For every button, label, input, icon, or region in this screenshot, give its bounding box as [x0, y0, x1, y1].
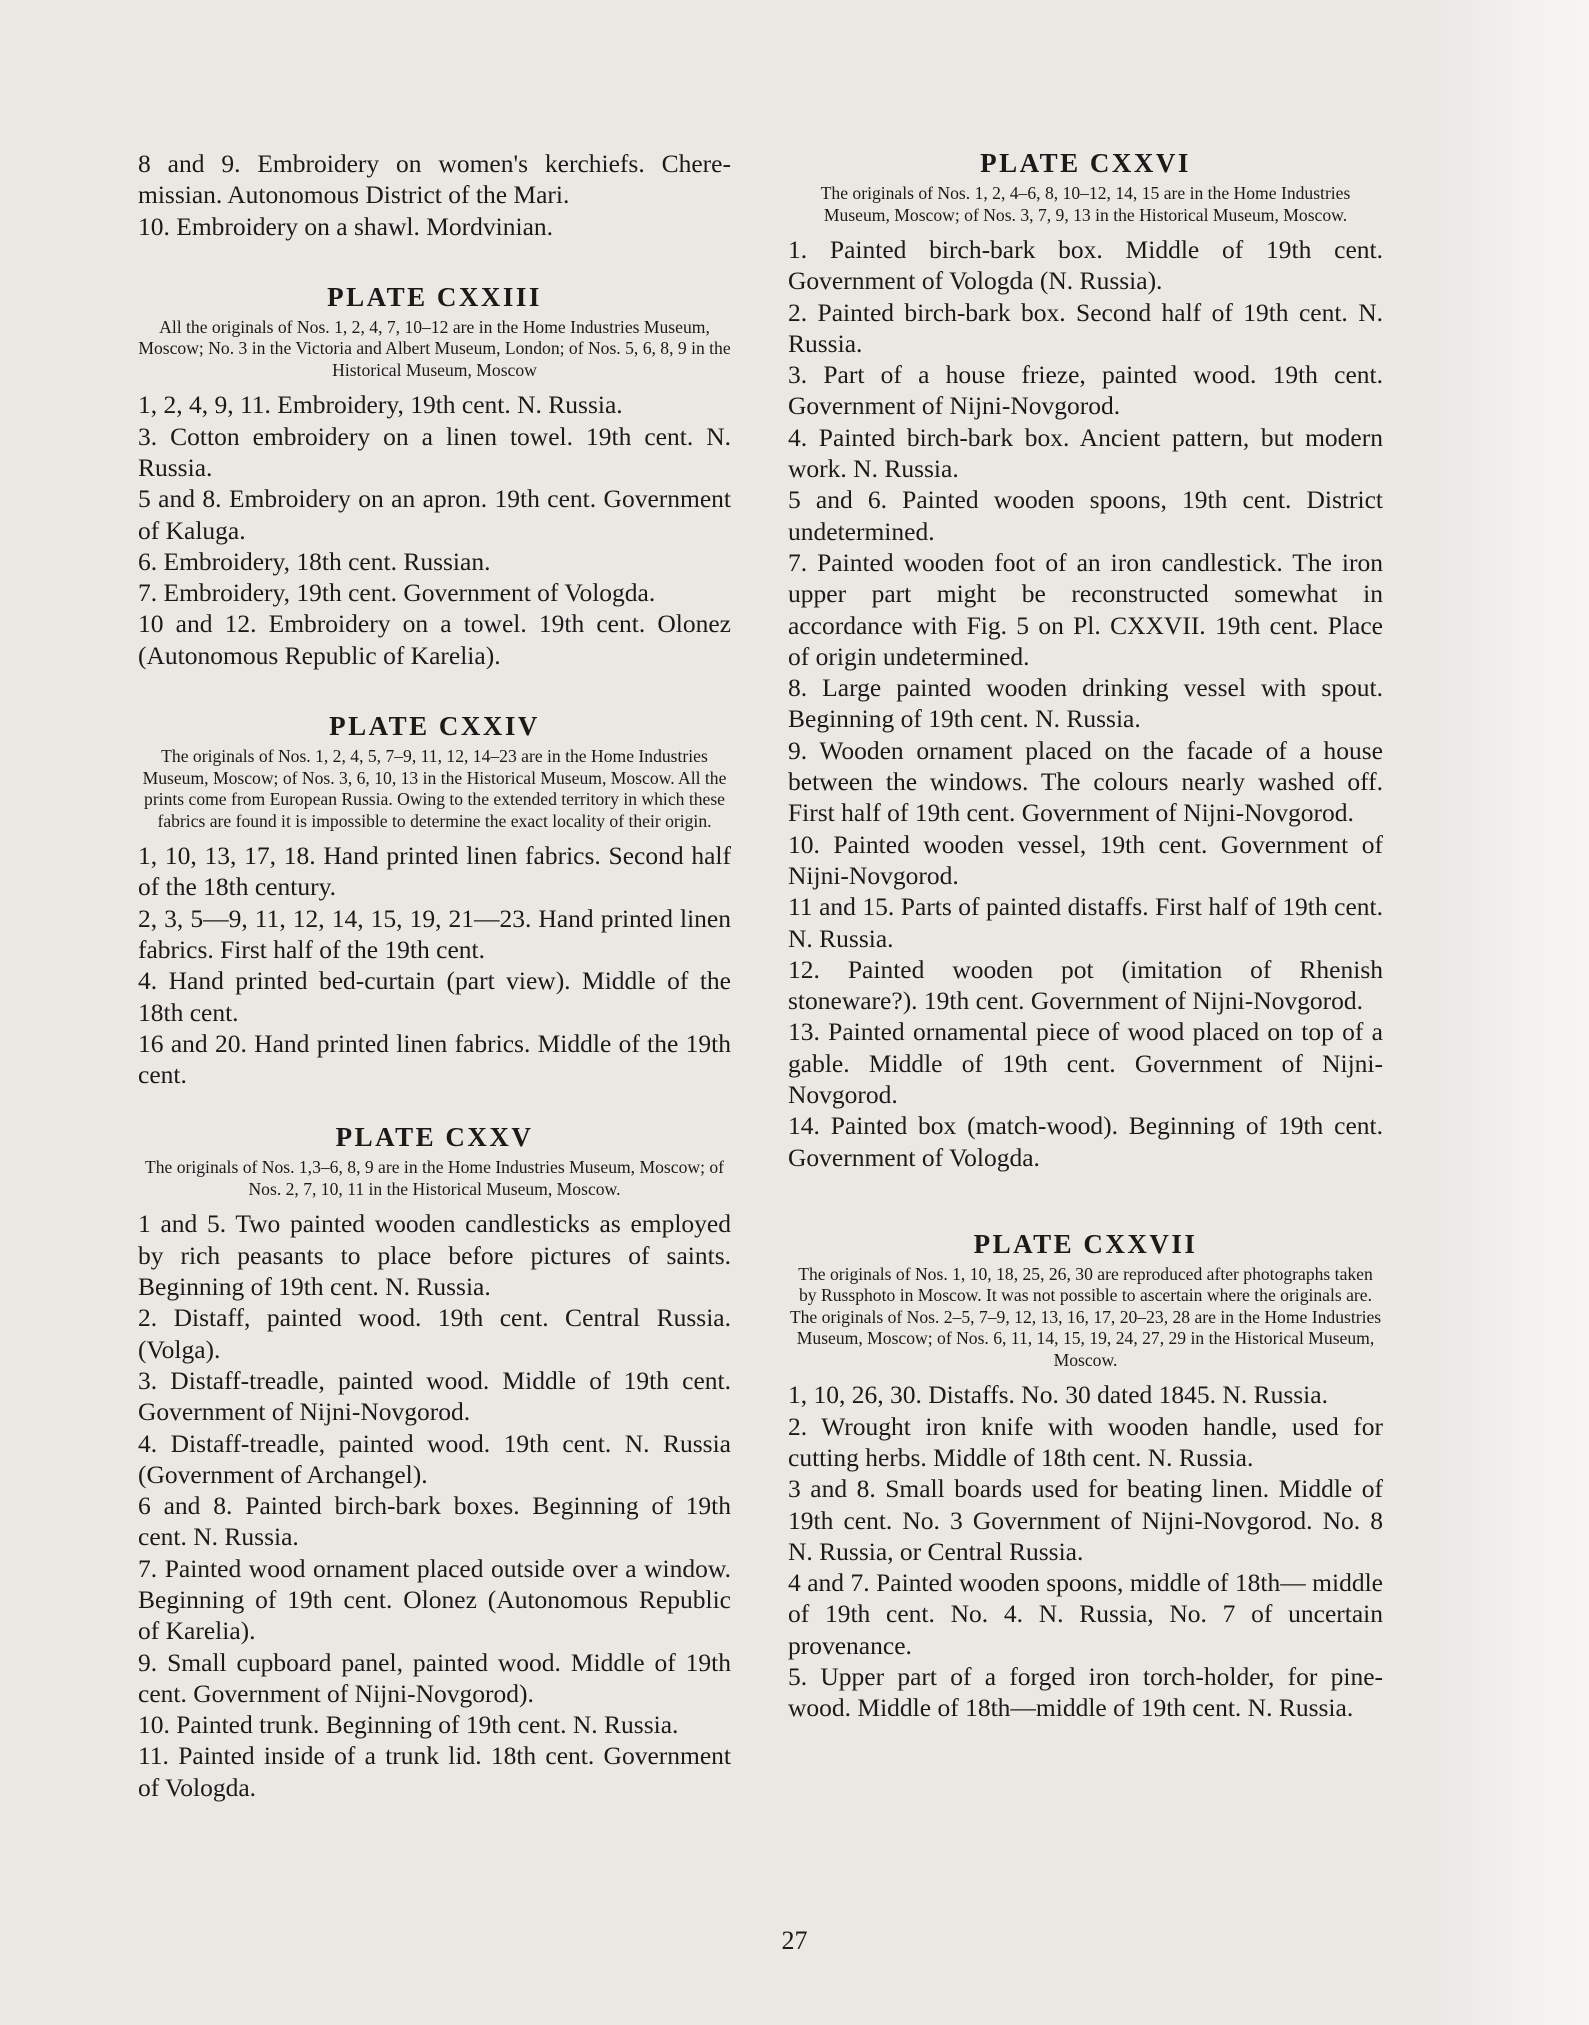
right-column [788, 146, 1383, 1724]
entry-text: 10. Embroidery on a shawl. Mordvinian. [138, 211, 554, 241]
entry-text: 9. Wooden ornament placed on the facade of a house between the windows. The colours nearly washed off. First half of 19th cent. Government of Nijni-Novgorod. [788, 735, 1383, 828]
plate-note: All the originals of Nos. 1, 2, 4, 7, 10–12 are in the Home Industries Museum, Moscow; No. 3 in the Victoria and Albert Museum, London; of Nos. 5, 6, 8, 9 in the Historical Museum, Moscow [138, 316, 731, 380]
plate-note: The originals of Nos. 1, 10, 18, 25, 26, 30 are reproduced after photographs taken by Russphoto in Moscow. It was not possible to ascertain where the originals are. The originals of Nos. 2–5, 7–9, 12, 13, 16, 17, 20–23, 28 are in the Home Industries Museum, Moscow; of Nos. 6, 11, 14, 15, 19, 24, 27, 29 in the Historical Museum, Moscow. [789, 1263, 1382, 1370]
entry-text: 1 and 5. Two painted wooden candlesticks as employed by rich peasants to place before pictures of saints. Beginning of 19th cent. N. Russia. [138, 1209, 731, 1302]
entry-text: 4 and 7. Painted wooden spoons, middle of 18th— middle of 19th cent. No. 4. N. Russia, No. 7 of uncertain provenance. [788, 1568, 1383, 1660]
plate-note: The originals of Nos. 1, 2, 4–6, 8, 10–12, 14, 15 are in the Home Industries Museum, Moscow; of Nos. 3, 7, 9, 13 in the Historical Museum, Moscow. [820, 183, 1351, 225]
entry-text: 7. Painted wood ornament placed outside over a window. Beginning of 19th cent. Olonez (Autonomous Republic of Karelia). [138, 1553, 731, 1646]
entry-text: 8. Large painted wooden drinking vessel with spout. Beginning of 19th cent. N. Russia. [788, 673, 1383, 734]
entry-text: 11. Painted inside of a trunk lid. 18th cent. Government of Vologda. [138, 1741, 731, 1802]
entry-text: 4. Hand printed bed-curtain (part view). Middle of the 18th cent. [138, 966, 731, 1027]
entry-text: 1, 10, 26, 30. Distaffs. No. 30 dated 1845. N. Russia. [788, 1380, 1328, 1410]
entry-text: 16 and 20. Hand printed linen fabrics. Middle of the 19th cent. [138, 1028, 731, 1090]
entry-text: 2. Painted birch-bark box. Second half of 19th cent. N. Russia. [788, 297, 1383, 358]
entry-text: 5. Upper part of a forged iron torch-holder, for pine-wood. Middle of 18th—middle of 19th cent. N. Russia. [788, 1662, 1383, 1723]
entry-text: 5 and 6. Painted wooden spoons, 19th cent. District undetermined. [788, 485, 1383, 546]
entry-text: 2. Wrought iron knife with wooden handle, used for cutting herbs. Middle of 18th cent. N. Russia. [788, 1411, 1383, 1472]
entry-text: 1, 10, 13, 17, 18. Hand printed linen fabrics. Second half of the 18th century. [138, 841, 731, 902]
plate-note: The originals of Nos. 1,3–6, 8, 9 are in the Home Industries Museum, Moscow; of Nos. 2, 7, 10, 11 in the Historical Museum, Moscow. [144, 1157, 725, 1199]
entry-text: 5 and 8. Embroidery on an apron. 19th cent. Government of Kaluga. [138, 484, 731, 545]
plate-heading: PLATE CXXVI [980, 148, 1191, 178]
plate-heading: PLATE CXXV [335, 1122, 534, 1153]
entry-text: 3. Distaff-treadle, painted wood. Middle of 19th cent. Government of Nijni-Novgorod. [138, 1365, 731, 1427]
left-column [138, 148, 731, 1803]
entry-text: 7. Painted wooden foot of an iron candlestick. The iron upper part might be reconstructed somewhat in accordance with Fig. 5 on Pl. CXXVII. 19th cent. Place of origin undetermined. [788, 547, 1383, 671]
entry-text: 6 and 8. Painted birch-bark boxes. Beginning of 19th cent. N. Russia. [138, 1491, 731, 1552]
entry-text: 3. Part of a house frieze, painted wood. 19th cent. Government of Nijni-Novgorod. [788, 360, 1383, 421]
page-edge-shade [1429, 0, 1589, 2025]
entry-text: 4. Painted birch-bark box. Ancient pattern, but modern work. N. Russia. [788, 422, 1383, 484]
plate-heading: PLATE CXXIII [327, 281, 542, 312]
entry-text: 4. Distaff-treadle, painted wood. 19th cent. N. Russia (Government of Archangel). [138, 1428, 731, 1489]
entry-text: 7. Embroidery, 19th cent. Government of Vologda. [138, 578, 656, 608]
entry-text: 2, 3, 5—9, 11, 12, 14, 15, 19, 21—23. Hand printed linen fabrics. First half of the 19th cent. [138, 903, 731, 964]
entry-text: 9. Small cupboard panel, painted wood. Middle of 19th cent. Government of Nijni-Novgorod). [138, 1647, 731, 1708]
entry-text: 10 and 12. Embroidery on a towel. 19th cent. Olonez (Autonomous Republic of Karelia). [138, 609, 731, 670]
plate-note: The originals of Nos. 1, 2, 4, 5, 7–9, 11, 12, 14–23 are in the Home Industries Museum, Moscow; of Nos. 3, 6, 10, 13 in the Historical Museum, Moscow. All the prints come from European Russia. Owing to the extended territory in which these fabrics are found it is impossible to determine the exact locality of their origin. [142, 746, 727, 831]
entry-text: 6. Embroidery, 18th cent. Russian. [138, 546, 491, 576]
entry-text: 10. Painted trunk. Beginning of 19th cent. N. Russia. [138, 1710, 679, 1740]
entry-text: 12. Painted wooden pot (imitation of Rhenish stoneware?). 19th cent. Government of Nijni-Novgorod. [788, 954, 1383, 1016]
entry-text: 11 and 15. Parts of painted distaffs. First half of 19th cent. N. Russia. [788, 892, 1383, 953]
entry-text: 13. Painted ornamental piece of wood placed on top of a gable. Middle of 19th cent. Government of Nijni-Novgorod. [788, 1017, 1383, 1110]
entry-text: 1, 2, 4, 9, 11. Embroidery, 19th cent. N. Russia. [138, 390, 623, 420]
entry-text: 8 and 9. Embroidery on women's kerchiefs. Cheremissian. Autonomous District of the Mari. [138, 149, 731, 210]
entry-text: 1. Painted birch-bark box. Middle of 19th cent. Government of Vologda (N. Russia). [788, 235, 1383, 296]
entry-text: 10. Painted wooden vessel, 19th cent. Government of Nijni-Novgorod. [788, 829, 1383, 890]
page-number: 27 [781, 1926, 808, 1955]
plate-heading: PLATE CXXVII [973, 1228, 1198, 1259]
entry-text: 2. Distaff, painted wood. 19th cent. Central Russia. (Volga). [138, 1303, 731, 1364]
plate-heading: PLATE CXXIV [329, 711, 540, 742]
entry-text: 14. Painted box (match-wood). Beginning of 19th cent. Government of Vologda. [788, 1111, 1383, 1172]
entry-text: 3. Cotton embroidery on a linen towel. 19th cent. N. Russia. [138, 421, 731, 482]
entry-text: 3 and 8. Small boards used for beating linen. Middle of 19th cent. No. 3 Government of Nijni-Novgorod. No. 8 N. Russia, or Central Russia. [788, 1474, 1383, 1566]
